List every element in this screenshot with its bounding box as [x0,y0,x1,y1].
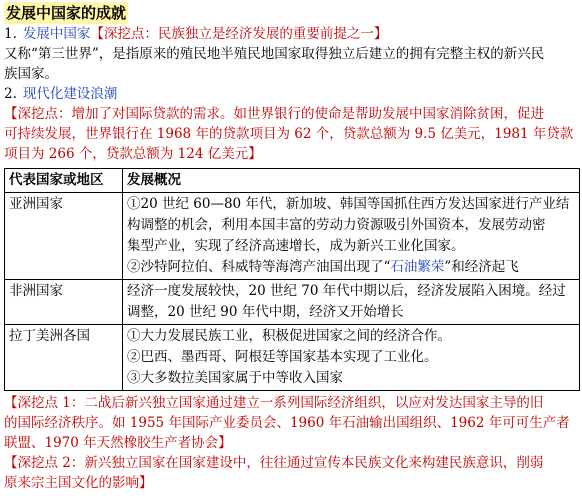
overview-line: 调整，20 世纪 90 年代中期，经济又开始增长 [127,304,404,320]
section2-note-line2: 可持续发展，世界银行在 1968 年的贷款项目为 62 个，贷款总额为 9.5 亿美元，1981 年贷款 [4,126,574,142]
bottom-notes [4,393,578,493]
note2-line1: 【深挖点 2：新兴独立国家在国家建设中，往往通过宣传本民族文化来构建民族意识，削弱 [4,455,544,471]
overview-line: ②巴西、墨西哥、阿根廷等国家基本实现了工业化。 [127,349,438,365]
row-region: 非洲国家 [5,280,123,325]
header-overview: 发展概况 [123,169,580,193]
table-row [5,280,580,325]
header-region: 代表国家或地区 [5,169,123,193]
section2-heading: 现代化建设浪潮 [22,86,118,102]
overview-line: ②沙特阿拉伯、科威特等海湾产油国出现了“石油繁荣”和经济起飞 [127,259,519,275]
section2-number: 2. [4,86,17,102]
row-region: 拉丁美洲各国 [5,325,123,391]
section1-note: 【深挖点：民族独立是经济发展的重要前提之一】 [90,26,388,42]
section1-heading-line [4,24,578,44]
section1-text-line2: 族国家。 [4,66,58,82]
overview-line: 经济一度发展较快，20 世纪 70 年代中期以后，经济发展陷入困境。经过 [127,283,566,299]
note1-line3: 联盟、1970 年天然橡胶生产者协会】 [4,435,232,451]
section1-heading: 发展中国家 [22,26,91,42]
note2-line2: 原来宗主国文化的影响】 [4,475,153,491]
overview-line: 构调整的机会，利用本国丰富的劳动力资源吸引外国资本，发展劳动密 [127,217,546,233]
overview-line: ①大力发展民族工业，积极促进国家之间的经济合作。 [127,328,451,344]
table-row [5,325,580,391]
table-row [5,193,580,280]
section1-number: 1. [4,26,17,42]
section1-text-line1: 又称“第三世界”，是指原来的殖民地半殖民地国家取得独立后建立的拥有完整主权的新兴民 [4,46,545,62]
section2-heading-line [4,84,578,104]
row-overview [123,193,580,280]
row-overview [123,280,580,325]
overview-line: ①20 世纪 60—80 年代，新加坡、韩国等国抓住西方发达国家进行产业结 [127,196,570,212]
title-highlight [4,2,128,24]
overview-line: 集型产业，实现了经济高速增长，成为新兴工业化国家。 [127,238,465,254]
development-table [4,168,580,391]
overview-line: ③大多数拉美国家属于中等收入国家 [127,370,343,386]
note1-line1: 【深挖点 1：二战后新兴独立国家通过建立一系列国际经济组织，以应对发达国家主导的旧 [4,395,544,411]
note1-line2: 的国际经济秩序。如 1955 年国际产业委员会、1960 年石油输出国组织、1962 年可可生产者 [4,415,570,431]
row-overview [123,325,580,391]
row-region: 亚洲国家 [5,193,123,280]
section2-note-line3: 项目为 266 个，贷款总额为 124 亿美元】 [4,146,262,162]
oil-boom-highlight: 石油繁荣 [390,259,445,275]
table-header-row [5,169,580,193]
page-title: 发展中国家的成就 [6,4,127,22]
section2-note-line1: 【深挖点：增加了对国际贷款的需求。如世界银行的使命是帮助发展中国家消除贫困，促进 [4,106,544,122]
